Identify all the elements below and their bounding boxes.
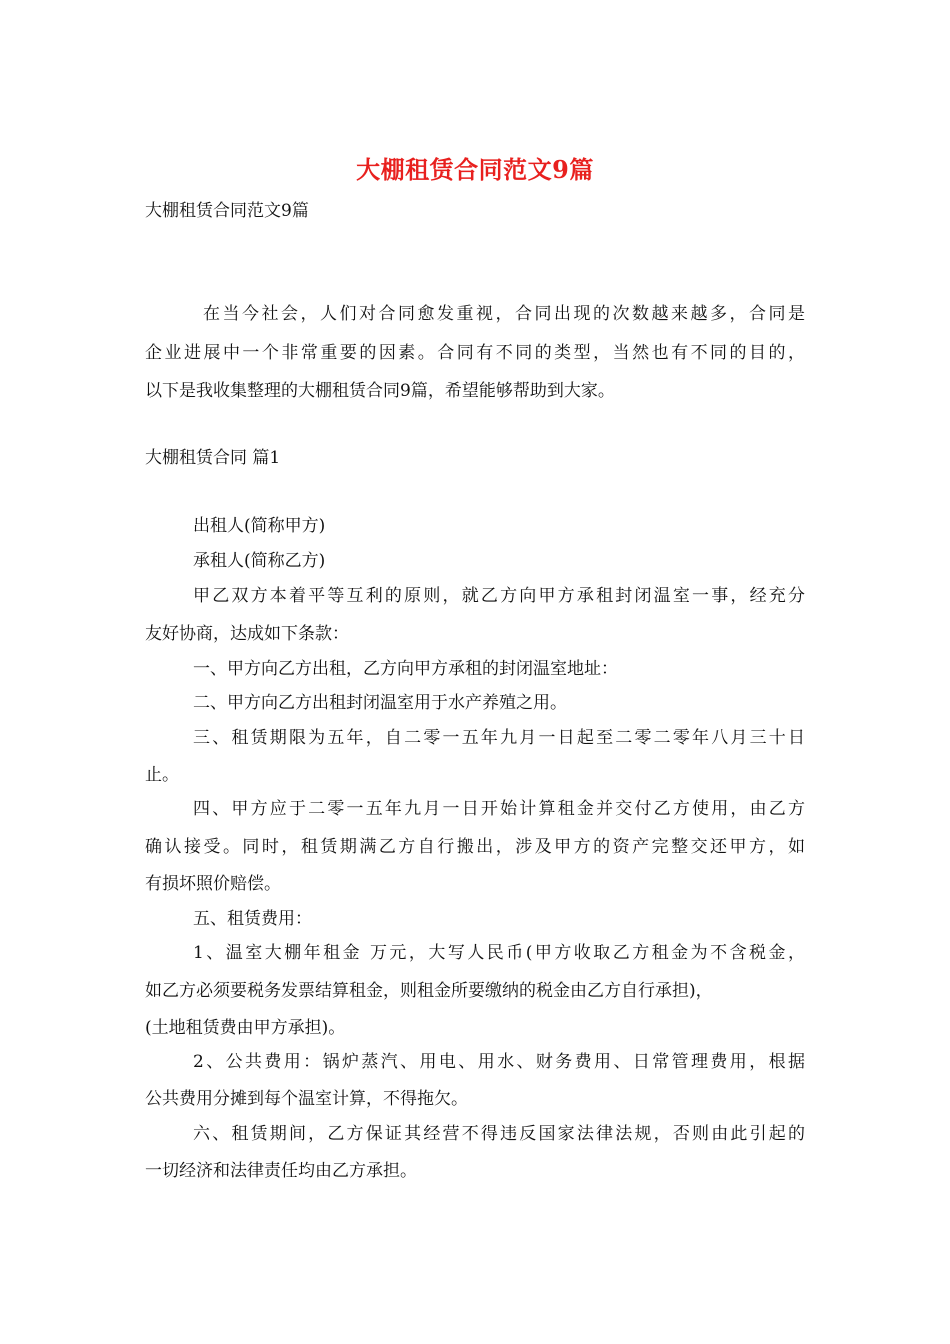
- lessee-line: 承租人(简称乙方): [193, 551, 326, 571]
- clause-3-line-1: 三、租赁期限为五年，自二零一五年九月一日起至二零二零年八月三十日: [193, 728, 805, 748]
- intro-line-2: 企业进展中一个非常重要的因素。合同有不同的类型，当然也有不同的目的，: [145, 343, 805, 363]
- lessor-line: 出租人(简称甲方): [193, 516, 326, 536]
- section-heading: 大棚租赁合同 篇1: [145, 448, 281, 468]
- clause-6-line-1: 六、租赁期间，乙方保证其经营不得违反国家法律法规，否则由此引起的: [193, 1124, 805, 1144]
- clause-4-line-3: 有损坏照价赔偿。: [145, 874, 281, 894]
- clause-5-item-1-line-3: (土地租赁费由甲方承担)。: [145, 1018, 346, 1038]
- clause-3-line-2: 止。: [145, 765, 179, 785]
- clause-4-line-1: 四、甲方应于二零一五年九月一日开始计算租金并交付乙方使用，由乙方: [193, 799, 805, 819]
- clause-5-heading: 五、租赁费用：: [193, 909, 312, 929]
- clause-1: 一、甲方向乙方出租，乙方向甲方承租的封闭温室地址：: [193, 659, 618, 679]
- clause-5-item-2-line-1: 2、公共费用：锅炉蒸汽、用电、用水、财务费用、日常管理费用，根据: [193, 1052, 805, 1072]
- clause-2: 二、甲方向乙方出租封闭温室用于水产养殖之用。: [193, 693, 567, 713]
- preamble-line-1: 甲乙双方本着平等互利的原则，就乙方向甲方承租封闭温室一事，经充分: [193, 586, 805, 606]
- document-subtitle: 大棚租赁合同范文9篇: [145, 201, 309, 221]
- intro-line-1: 在当今社会，人们对合同愈发重视，合同出现的次数越来越多，合同是: [203, 304, 805, 324]
- clause-5-item-1-line-1: 1、温室大棚年租金 万元，大写人民币(甲方收取乙方租金为不含税金，: [193, 943, 805, 963]
- clause-5-item-2-line-2: 公共费用分摊到每个温室计算，不得拖欠。: [145, 1089, 468, 1109]
- clause-6-line-2: 一切经济和法律责任均由乙方承担。: [145, 1161, 417, 1181]
- clause-5-item-1-line-2: 如乙方必须要税务发票结算租金，则租金所要缴纳的税金由乙方自行承担)，: [145, 981, 713, 1001]
- clause-4-line-2: 确认接受。同时，租赁期满乙方自行搬出，涉及甲方的资产完整交还甲方，如: [145, 837, 805, 857]
- preamble-line-2: 友好协商，达成如下条款：: [145, 624, 349, 644]
- intro-line-3: 以下是我收集整理的大棚租赁合同9篇，希望能够帮助到大家。: [145, 381, 615, 401]
- document-title: 大棚租赁合同范文9篇: [356, 155, 594, 184]
